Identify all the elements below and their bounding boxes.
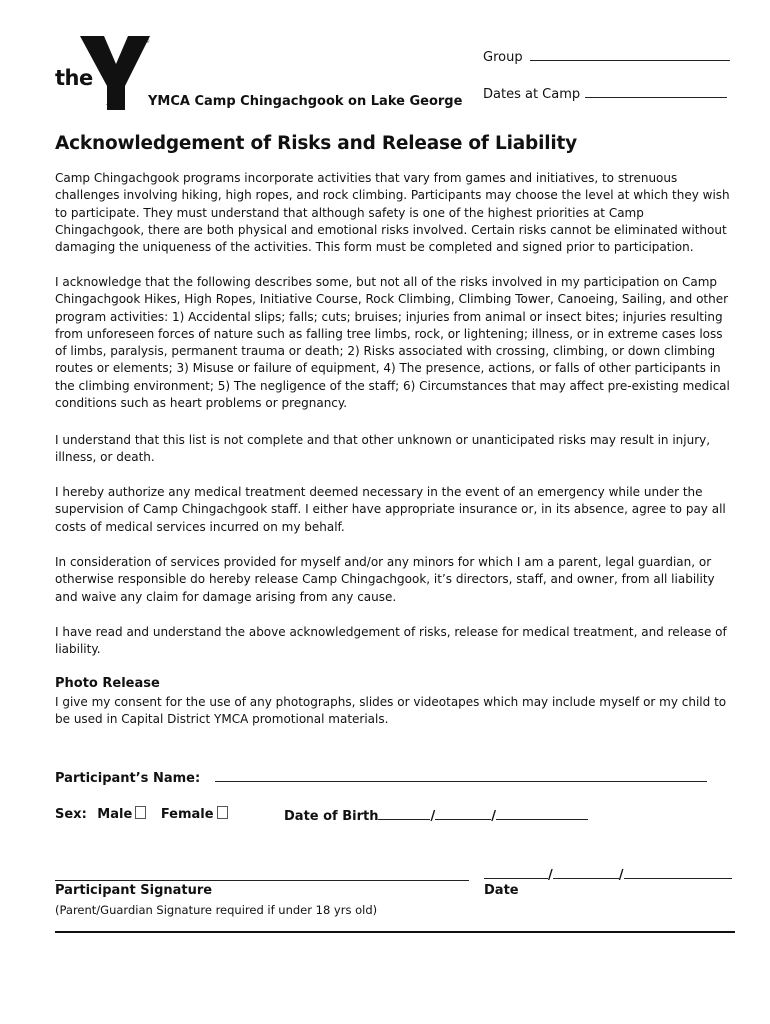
date-slash-1: / — [548, 868, 553, 883]
signature-date-input-row — [484, 865, 732, 883]
signature-date-month-input[interactable] — [484, 865, 548, 879]
male-label: Male — [97, 807, 133, 822]
release-paragraph: In consideration of services provided for myself and/or any minors for which I am a parent, legal guardian, or otherwise responsible do hereby release Camp Chingachgook, it’s directors, staff, and owner, from all liability and waive any claim for damage arising from any cause. — [55, 555, 715, 604]
unknown-risks-paragraph: I understand that this list is not complete and that other unknown or unanticipated risks may result in injury, illness, or death. — [55, 433, 711, 465]
photo-release-text: I give my consent for the use of any photographs, slides or videotapes which may include myself or my child to be used in Capital District YMCA promotional materials. — [55, 695, 727, 727]
signature-date-day-input[interactable] — [553, 865, 619, 879]
risks-paragraph: I acknowledge that the following describes some, but not all of the risks involved in my participation on Camp Chingachgook Hikes, High Ropes, Initiative Course, Rock Climbing, Climbing Tower, Canoeing, Sailing, and other program activities: 1) Accidental slips; falls; cuts; bruises; injuries from animal or insect bites; injuries resulting from unforeseen forces of nature such as falling tree limbs, rock, or lightening; illness, or in extreme cases loss of limbs, paralysis, permanent trauma or death; 2) Risks associated with crossing, climbing, or down climbing routes or elements; 3) Misuse or failure of equipment, 4) The presence, actions, or falls of other participants in the climbing environment; 5) The negligence of the staff; 6) Circumstances that may affect pre-existing medical conditions such as heart problems or pregnancy. — [55, 275, 730, 411]
bottom-divider — [55, 931, 735, 933]
understanding-paragraph: I have read and understand the above acknowledgement of risks, release for medical treatment, and release of liability. — [55, 625, 727, 657]
sex-label: Sex: — [55, 807, 87, 822]
dob-slash-2: / — [491, 809, 496, 824]
dob-day-input[interactable] — [435, 806, 491, 820]
medical-treatment-paragraph: I hereby authorize any medical treatment deemed necessary in the event of an emergency while under the supervision of Camp Chingachgook staff. I either have appropriate insurance or, in its absence, agree to pay all costs of medical services incurred on my behalf. — [55, 485, 726, 534]
group-label: Group — [483, 50, 523, 65]
female-checkbox[interactable] — [217, 806, 228, 819]
dob-month-input[interactable] — [378, 806, 430, 820]
dob-slash-1: / — [430, 809, 436, 824]
dates-at-camp-field[interactable] — [483, 85, 727, 102]
group-field[interactable] — [483, 48, 730, 65]
dates-at-camp-label: Dates at Camp — [483, 87, 581, 102]
male-checkbox[interactable] — [135, 806, 146, 819]
ymca-logo-icon — [78, 34, 153, 112]
participant-name-input[interactable] — [215, 768, 707, 782]
camp-name: YMCA Camp Chingachgook on Lake George — [148, 94, 463, 109]
dates-at-camp-input-line[interactable] — [585, 85, 727, 98]
ymca-logo-the: the — [55, 66, 93, 90]
participant-name-label: Participant’s Name: — [55, 771, 201, 786]
participant-name-row — [55, 768, 707, 786]
sex-row — [55, 806, 228, 822]
photo-release-heading: Photo Release — [55, 676, 160, 691]
dob-year-input[interactable] — [496, 806, 588, 820]
ymca-logo-mark-text: YMCA — [105, 89, 120, 108]
registered-mark: ® — [144, 38, 150, 45]
signature-label: Participant Signature — [55, 883, 213, 898]
signature-date-year-input[interactable] — [624, 865, 732, 879]
group-input-line[interactable] — [530, 48, 730, 61]
page-title: Acknowledgement of Risks and Release of Liability — [55, 133, 577, 154]
dob-row — [284, 806, 588, 824]
dob-label: Date of Birth — [284, 809, 379, 824]
intro-paragraph: Camp Chingachgook programs incorporate activities that vary from games and initiatives, to strenuous challenges involving hiking, high ropes, and rock climbing. Participants may choose the level at which they wish to participate. They must understand that although safety is one of the highest priorities at Camp Chingachgook, there are both physical and emotional risks involved. Certain risks cannot be eliminated without damaging the uniqueness of the activities. This form must be completed and signed prior to participation. — [55, 171, 730, 255]
date-label: Date — [484, 883, 519, 898]
female-label: Female — [160, 807, 214, 822]
signature-note: (Parent/Guardian Signature required if under 18 yrs old) — [55, 903, 378, 917]
date-slash-2: / — [618, 868, 624, 883]
signature-input-line[interactable] — [55, 880, 469, 881]
